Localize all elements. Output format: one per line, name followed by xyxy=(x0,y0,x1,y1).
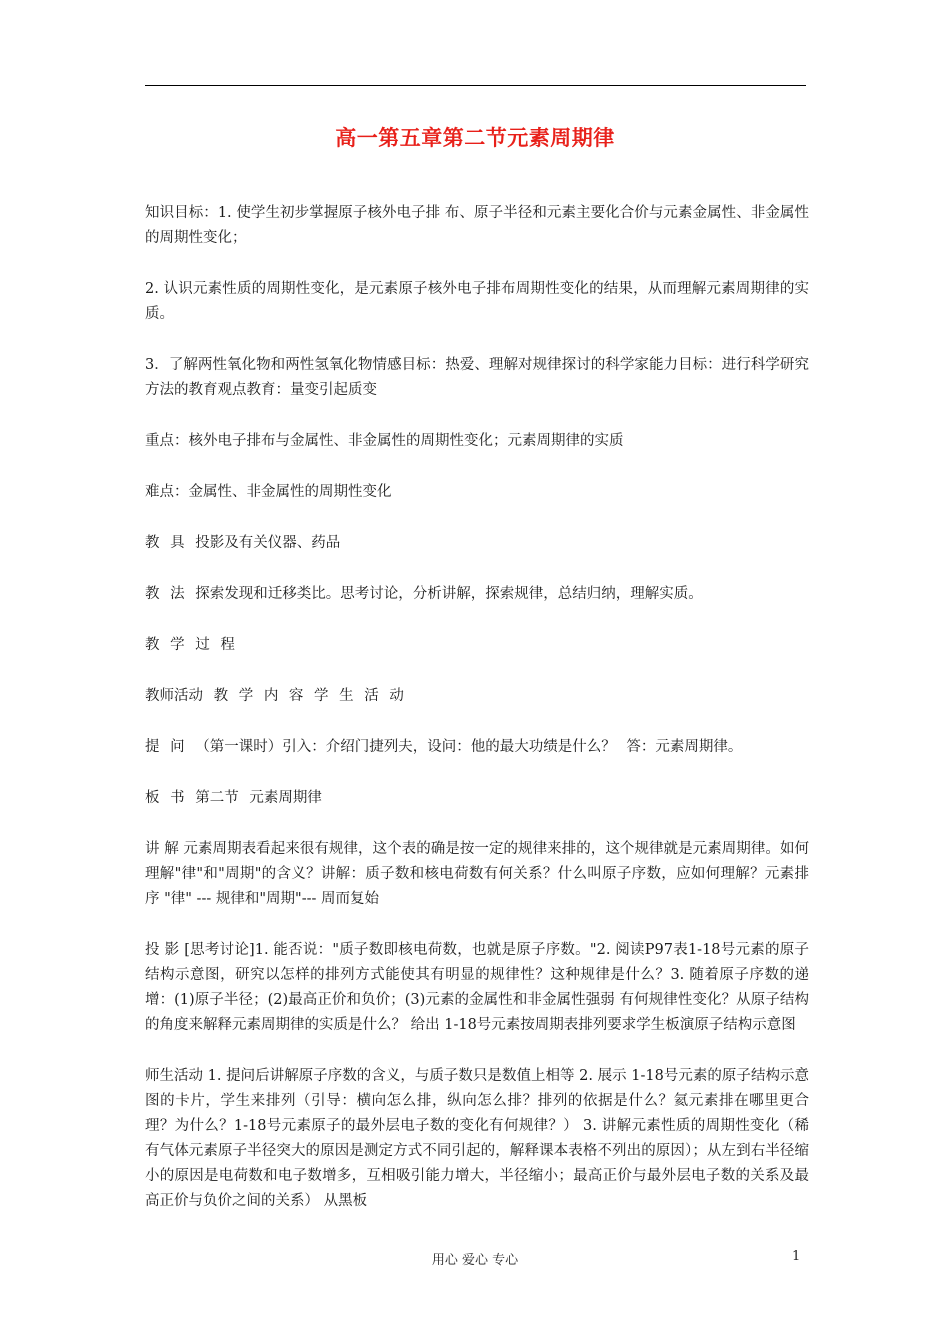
paragraph-process-heading: 教 学 过 程 xyxy=(145,637,235,653)
document-title: 高一第五章第二节元素周期律 xyxy=(335,125,615,150)
paragraph-teaching-aids: 教 具 投影及有关仪器、药品 xyxy=(145,535,341,551)
paragraph-difficulties: 难点：金属性、非金属性的周期性变化 xyxy=(145,484,392,500)
paragraph-activity-columns: 教师活动 教 学 内 容 学 生 活 动 xyxy=(145,688,404,704)
paragraph-goal-3: 3．了解两性氧化物和两性氢氧化物情感目标：热爱、理解对规律探讨的科学家能力目标：进行科学研究方法的教育观点教育：量变引起质变 xyxy=(145,357,809,398)
paragraph-question: 提 问 （第一课时）引入：介绍门捷列夫，设问：他的最大功绩是什么？ 答：元素周期律。 xyxy=(145,739,743,755)
page-number: 1 xyxy=(792,1249,801,1264)
paragraph-projection: 投 影 [思考讨论]1. 能否说："质子数即核电荷数，也就是原子序数。"2. 阅读P97表1-18号元素的原子结构示意图，研究以怎样的排列方式能使其有明显的规律性？这种规律是什么？3. 随着原子序数的递增：(1)原子半径；(2)最高正价和负价；(3)元素的金属性和非金属性强弱 有何规律性变化？从原子结构的角度来解释元素周期律的实质是什么？ 给出 1-18号元素按周期表排列要求学生板演原子结构示意图 xyxy=(145,942,809,1033)
footer-motto: 用心 爱心 专心 xyxy=(431,1253,519,1268)
paragraph-teaching-methods: 教 法 探索发现和迁移类比。思考讨论，分析讲解，探索规律，总结归纳，理解实质。 xyxy=(145,586,703,602)
header-rule xyxy=(145,85,806,86)
document-body xyxy=(145,201,809,1240)
paragraph-goal-2: 2. 认识元素性质的周期性变化，是元素原子核外电子排布周期性变化的结果，从而理解元素周期律的实质。 xyxy=(145,281,809,322)
paragraph-key-points: 重点：核外电子排布与金属性、非金属性的周期性变化；元素周期律的实质 xyxy=(145,433,624,449)
paragraph-explanation: 讲 解 元素周期表看起来很有规律，这个表的确是按一定的规律来排的，这个规律就是元素周期律。如何理解"律"和"周期"的含义？讲解：质子数和核电荷数有何关系？什么叫原子序数，应如何理解？元素排序 "律" --- 规律和"周期"--- 周而复始 xyxy=(145,841,809,907)
paragraph-knowledge-goals: 知识目标：1. 使学生初步掌握原子核外电子排 布、原子半径和元素主要化合价与元素金属性、非金属性的周期性变化； xyxy=(145,205,809,246)
paragraph-teacher-student-activity: 师生活动 1. 提问后讲解原子序数的含义，与质子数只是数值上相等 2. 展示 1-18号元素的原子结构示意图的卡片，学生来排列（引导：横向怎么排，纵向怎么排？排列的依据是什么？氦元素排在哪里更合理？为什么？1-18号元素原子的最外层电子数的变化有何规律？） 3. 讲解元素性质的周期性变化（稀有气体元素原子半径突大的原因是测定方式不同引起的，解释课本表格不列出的原因）；从左到右半径缩小的原因是电荷数和电子数增多，互相吸引能力增大，半径缩小；最高正价与最外层电子数的关系及最高正价与负价之间的关系） 从黑板 xyxy=(145,1068,809,1209)
paragraph-board: 板 书 第二节 元素周期律 xyxy=(145,790,322,806)
